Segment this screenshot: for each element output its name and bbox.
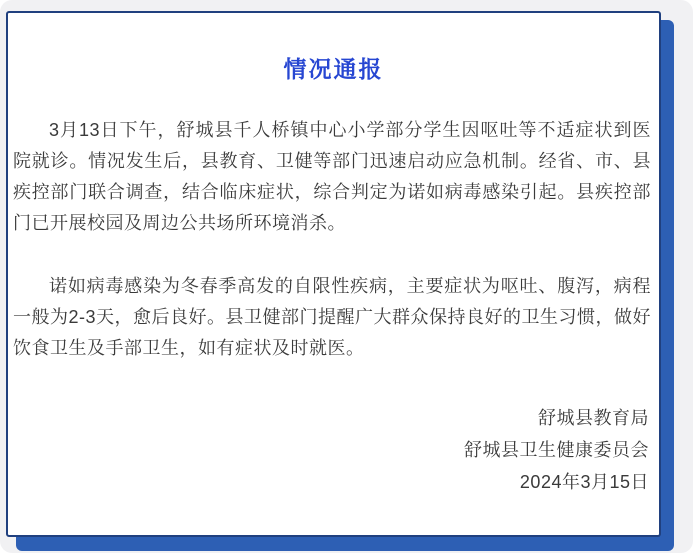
signature-education-bureau: 舒城县教育局	[538, 408, 649, 428]
notice-title: 情况通报	[283, 56, 384, 82]
notice-paragraph-incident: 3月13日下午，舒城县千人桥镇中心小学部分学生因呕吐等不适症状到医院就诊。情况发生后，县教育、卫健等部门迅速启动应急机制。经省、市、县疾控部门联合调查，结合临床症状，综合判定为诺如病毒感染引起。县疾控部门已开展校园及周边公共场所环境消杀。	[13, 120, 651, 233]
signature-block	[8, 402, 649, 498]
notice-date: 2024年3月15日	[519, 472, 649, 492]
signature-health-commission: 舒城县卫生健康委员会	[464, 440, 649, 460]
notice-card	[6, 11, 661, 537]
notice-paragraph-advice: 诺如病毒感染为冬春季高发的自限性疾病，主要症状为呕吐、腹泻，病程一般为2-3天，愈后良好。县卫健部门提醒广大群众保持良好的卫生习惯，做好饮食卫生及手部卫生，如有症状及时就医。	[13, 276, 652, 358]
